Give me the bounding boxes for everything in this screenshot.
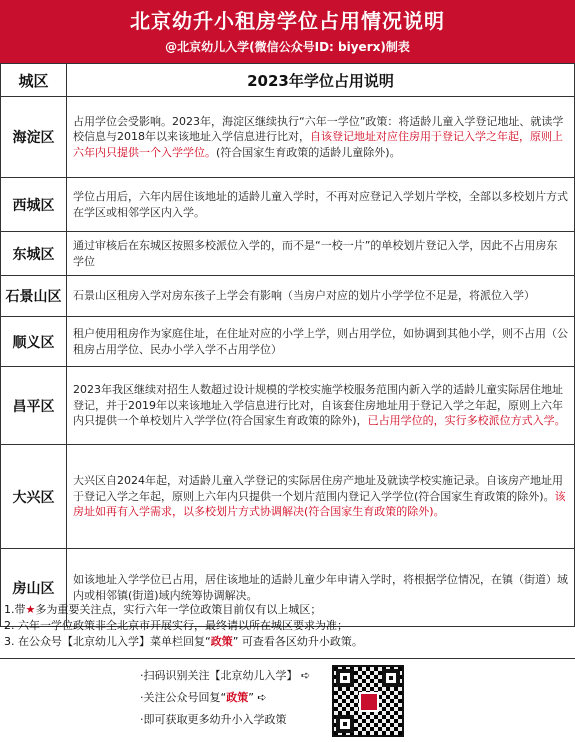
table-row (1, 276, 575, 317)
description-highlight: 已占用学位的，实行多校派位方式入学。 (367, 414, 566, 428)
description-highlight: 自该登记地址对应住房用于登记入学之年起，原则上六年内只提供一个入学学位。 (73, 130, 563, 159)
district-name: 东城区 (1, 232, 67, 276)
note-text: ” 可查看各区幼升小政策。 (232, 635, 363, 648)
district-description: 通过审核后在东城区按照多校派位入学的，而不是“一校一片”的单校划片登记入学，因此不占用房东学位 (67, 232, 575, 276)
policy-table (0, 63, 575, 627)
note-prefix: 3. 在公众号【北京幼儿入学】菜单栏回复“ (4, 635, 211, 648)
district-description (67, 367, 575, 445)
table-row (1, 317, 575, 367)
description-highlight: 该房址如再有入学需求，以多校划片方式协调解决(符合国家生育政策的除外)。 (73, 489, 566, 519)
qr-finder (336, 715, 354, 733)
notes-section (0, 600, 575, 658)
district-name: 石景山区 (1, 276, 67, 317)
table-row (1, 232, 575, 276)
note-keyword: 政策 (210, 635, 233, 648)
note-line (4, 602, 571, 618)
description-text: 2023年我区继续对招生人数超过设计规模的学校实施学校服务范围内新入学的适龄儿童实际居住地址登记，并于2019年以来该地址入学信息进行比对，自该套住房地址用于登记入学之年起，原则上六年内只提供一个单校划片入学学位(符合国家生育政策的除外)， (73, 383, 563, 428)
footer-line: ·即可获取更多幼升小入学政策 (140, 713, 287, 726)
district-description (67, 97, 575, 178)
district-description: 学位占用后，六年内居住该地址的适龄儿童入学时，不再对应登记入学划片学校，全部以多校划片方式在学区或相邻学区内入学。 (67, 178, 575, 232)
district-name: 海淀区 (1, 97, 67, 178)
description-text: 占用学位会受影响。2023年，海淀区继续执行“六年一学位”政策：将适龄儿童入学登记地址、就读学校信息与2018年以来该地址入学信息进行比对， (73, 114, 564, 144)
table-row (1, 97, 575, 178)
district-description: 石景山区租房入学对房东孩子上学会有影响（当房户对应的划片小学学位不足是，将派位入学） (67, 276, 575, 317)
page-title: 北京幼升小租房学位占用情况说明 (130, 9, 445, 33)
district-name: 昌平区 (1, 367, 67, 445)
note-text: 多为重要关注点，实行六年一学位政策目前仅有以上城区； (35, 603, 322, 616)
note-line (4, 634, 571, 650)
footer-promo (0, 658, 575, 742)
note-line: 2. 六年一学位政策非全北京市开展实行，最终请以所在城区要求为准； (4, 619, 348, 632)
footer-keyword: 政策 (226, 691, 249, 704)
district-name: 大兴区 (1, 445, 67, 549)
district-name: 房山区 (1, 549, 67, 627)
qr-finder (336, 669, 354, 687)
table-row (1, 445, 575, 549)
star-icon: ★ (25, 603, 36, 616)
description-text: 大兴区自2024年起，对适龄儿童入学登记的实际居住房产地址及就读学校实施记录。自该房产地址用于登记入学之年起，原则上六年内只提供一个划片范围内登记入学学位(符合国家生育政策的除外)。 (73, 474, 563, 503)
table-header-row (1, 64, 575, 97)
column-header-district: 城区 (1, 64, 67, 97)
table-row (1, 178, 575, 232)
column-header-description: 2023年学位占用说明 (67, 64, 575, 97)
footer-line: ·扫码识别关注【北京幼儿入学】 ➪ (140, 669, 311, 682)
district-description (67, 445, 575, 549)
qr-logo (359, 692, 379, 712)
footer-line (140, 687, 310, 709)
qr-finder (382, 669, 400, 687)
district-description: 租户使用租房作为家庭住址，在住址对应的小学上学，则占用学位，如协调到其他小学，则不占用（公租房占用学位、民办小学入学不占用学位） (67, 317, 575, 367)
district-name: 西城区 (1, 178, 67, 232)
district-description: 如该地址入学学位已占用，居住该地址的适龄儿童少年申请入学时，将根据学位情况，在镇（街道）域内或相邻镇(街道)域内统筹协调解决。 (67, 549, 575, 627)
note-prefix: 1.带 (4, 603, 26, 616)
footer-prefix: ·关注公众号回复“ (140, 691, 227, 704)
title-banner (0, 0, 575, 63)
description-tail: (符合国家生育政策的适龄儿童除外)。 (216, 145, 401, 159)
table-row (1, 367, 575, 445)
page-subtitle: @北京幼儿入学(微信公众号ID: biyerx)制表 (165, 40, 410, 54)
district-name: 顺义区 (1, 317, 67, 367)
qr-code-icon[interactable] (332, 665, 404, 737)
footer-text (140, 665, 310, 731)
footer-suffix: ” ➪ (248, 691, 267, 704)
